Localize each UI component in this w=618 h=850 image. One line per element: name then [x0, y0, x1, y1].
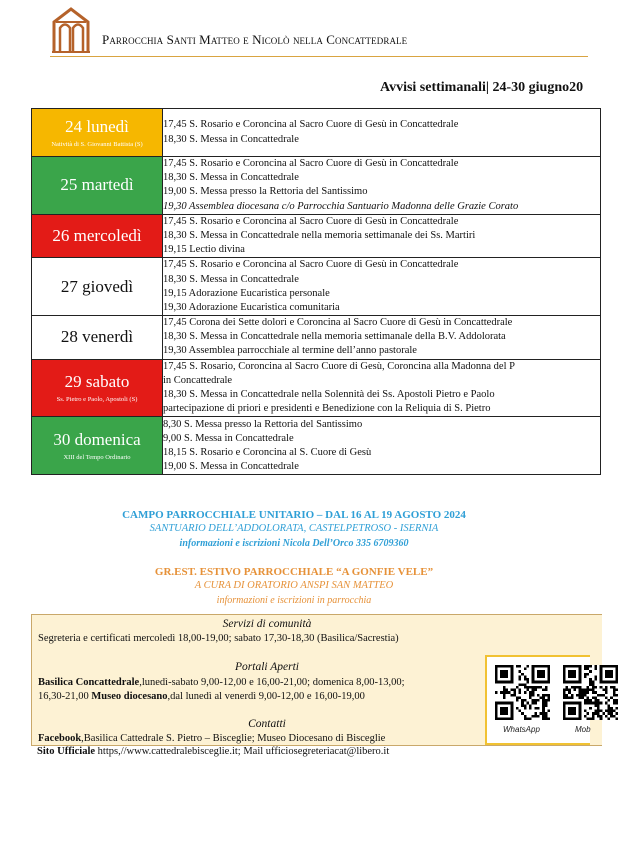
event-line: 17,45 S. Rosario, Coroncina al Sacro Cuore di Gesù, Coroncina alla Madonna del P	[163, 360, 515, 372]
portali-basilica-hours: ,lunedì-sabato 9,00-12,00 e 16,00-21,00; domenica 8,00-13,00;	[139, 677, 405, 688]
campo-info: informazioni e iscrizioni Nicola Dell’Orco 335 6709360	[179, 538, 409, 549]
parish-name: Parrocchia Santi Matteo e Nicolò nella Concattedrale	[102, 32, 408, 47]
schedule-row	[32, 316, 601, 360]
sito-label: Sito Ufficiale	[37, 746, 98, 757]
day-cell	[32, 316, 163, 360]
events-cell	[163, 417, 601, 475]
day-cell	[32, 214, 163, 258]
event-line: 18,30 S. Messa in Concattedrale	[163, 273, 299, 285]
day-cell	[32, 258, 163, 316]
grest-subtitle: A CURA DI ORATORIO ANSPI SAN MATTEO	[194, 580, 394, 591]
sito-and-mail: https,//www.cattedralebisceglie.it; Mail ufficiosegreteriacat@libero.it	[97, 746, 390, 757]
portali-line-1	[38, 677, 405, 688]
grest-title: GR.EST. ESTIVO PARROCCHIALE “A GONFIE VELE”	[154, 566, 434, 578]
event-line: 18,30 S. Messa in Concattedrale nella memoria settimanale della B.V. Addolorata	[163, 331, 506, 343]
schedule-row	[32, 157, 601, 215]
weekly-schedule-table	[31, 108, 601, 475]
portali-museo-hours: ,dal lunedì al venerdì 9,00-12,00 e 16,00-19,00	[167, 691, 365, 702]
day-cell	[32, 417, 163, 475]
event-line: partecipazione di priori e presidenti e Benedizione con la Reliquia di S. Pietro	[163, 403, 491, 415]
schedule-row	[32, 417, 601, 475]
portali-title: Portali Aperti	[235, 661, 299, 673]
day-cell	[32, 157, 163, 215]
events-cell	[163, 316, 601, 360]
event-line: 19,00 S. Messa presso la Rettoria del Santissimo	[163, 186, 368, 198]
schedule-row	[32, 214, 601, 258]
day-cell	[32, 359, 163, 417]
day-feast: Ss. Pietro e Paolo, Apostoli (S)	[56, 396, 138, 403]
event-line: 19,30 Assemblea parrocchiale al termine dell’anno pastorale	[163, 345, 417, 357]
schedule-row	[32, 359, 601, 417]
event-line: 19,30 Adorazione Eucaristica comunitaria	[163, 301, 340, 313]
portali-museo: Museo diocesano	[91, 691, 168, 702]
day-name: 27 giovedì	[60, 276, 134, 296]
day-name: 24 lunedì	[65, 116, 129, 136]
mobile-label: Mob	[575, 725, 591, 734]
facebook-pages: ,Basilica Cattedrale S. Pietro – Bisceglie; Museo Diocesano di Bisceglie	[81, 733, 386, 744]
servizi-line: Segreteria e certificati mercoledì 18,00-19,00; sabato 17,30-18,30 (Basilica/Sacrestia)	[38, 633, 399, 644]
whatsapp-label: WhatsApp	[503, 725, 540, 734]
church-logo-icon	[50, 6, 92, 54]
event-line: in Concattedrale	[163, 374, 233, 386]
servizi-title: Servizi di comunità	[222, 618, 312, 630]
portali-sunday-hours: 16,30-21,00	[38, 691, 92, 702]
header-divider	[50, 56, 588, 57]
event-line: 19,15 Adorazione Eucaristica personale	[163, 287, 330, 299]
event-line: 19,30 Assemblea diocesana c/o Parrocchia Santuario Madonna delle Grazie Corato	[163, 200, 519, 212]
day-name: 26 mercoledì	[52, 226, 142, 246]
event-line: 8,30 S. Messa presso la Rettoria del Santissimo	[163, 418, 363, 430]
qr-panel	[485, 655, 590, 745]
contatti-title: Contatti	[248, 718, 286, 730]
day-cell	[32, 109, 163, 157]
event-line: 17,45 S. Rosario e Coroncina al Sacro Cuore di Gesù in Concattedrale	[163, 215, 459, 227]
event-line: 17,45 Corona dei Sette dolori e Coroncina al Sacro Cuore di Gesù in Concattedrale	[163, 317, 513, 329]
mobile-qr-code[interactable]	[563, 665, 618, 720]
whatsapp-qr-code[interactable]	[495, 665, 550, 720]
event-line: 18,30 S. Messa in Concattedrale nella memoria settimanale dei Ss. Martiri	[163, 229, 476, 241]
day-feast: Natività di S. Giovanni Battista (S)	[51, 140, 143, 148]
event-line: 18,30 S. Messa in Concattedrale	[163, 172, 299, 184]
grest-info: informazioni e iscrizioni in parrocchia	[216, 595, 372, 606]
sito-line	[37, 746, 389, 757]
day-name: 30 domenica	[53, 429, 141, 449]
event-line: 19,00 S. Messa in Concattedrale	[163, 461, 299, 473]
campo-place: SANTUARIO DELL’ADDOLORATA, CASTELPETROSO - ISERNIA	[149, 523, 439, 534]
day-feast: XIII del Tempo Ordinario	[63, 453, 131, 461]
day-name: 25 martedì	[60, 175, 134, 195]
event-line: 17,45 S. Rosario e Coroncina al Sacro Cuore di Gesù in Concattedrale	[163, 259, 459, 271]
event-line: 9,00 S. Messa in Concattedrale	[163, 432, 294, 444]
event-line: 17,45 S. Rosario e Coroncina al Sacro Cuore di Gesù in Concattedrale	[163, 119, 459, 131]
events-cell	[163, 157, 601, 215]
event-line: 19,15 Lectio divina	[163, 244, 245, 256]
events-cell	[163, 214, 601, 258]
facebook-label: Facebook	[38, 733, 82, 744]
event-line: 18,30 S. Messa in Concattedrale nella Solennità dei Ss. Apostoli Pietro e Paolo	[163, 389, 495, 400]
events-cell	[163, 359, 601, 417]
event-line: 18,15 S. Rosario e Coroncina al S. Cuore di Gesù	[163, 446, 372, 458]
campo-title: CAMPO PARROCCHIALE UNITARIO – DAL 16 AL 19 AGOSTO 2024	[122, 509, 466, 521]
schedule-row	[32, 258, 601, 316]
event-line: 17,45 S. Rosario e Coroncina al Sacro Cuore di Gesù in Concattedrale	[163, 158, 459, 169]
day-name: 29 sabato	[64, 372, 130, 391]
events-cell	[163, 109, 601, 157]
event-line: 18,30 S. Messa in Concattedrale	[163, 133, 299, 145]
schedule-row	[32, 109, 601, 157]
portali-line-2	[38, 691, 365, 702]
day-name: 28 venerdì	[60, 327, 134, 347]
page-header	[50, 6, 588, 58]
events-cell	[163, 258, 601, 316]
facebook-line	[38, 733, 385, 744]
portali-basilica: Basilica Concattedrale	[38, 677, 140, 688]
notice-title: Avvisi settimanali| 24-30 giugno20	[380, 80, 584, 95]
